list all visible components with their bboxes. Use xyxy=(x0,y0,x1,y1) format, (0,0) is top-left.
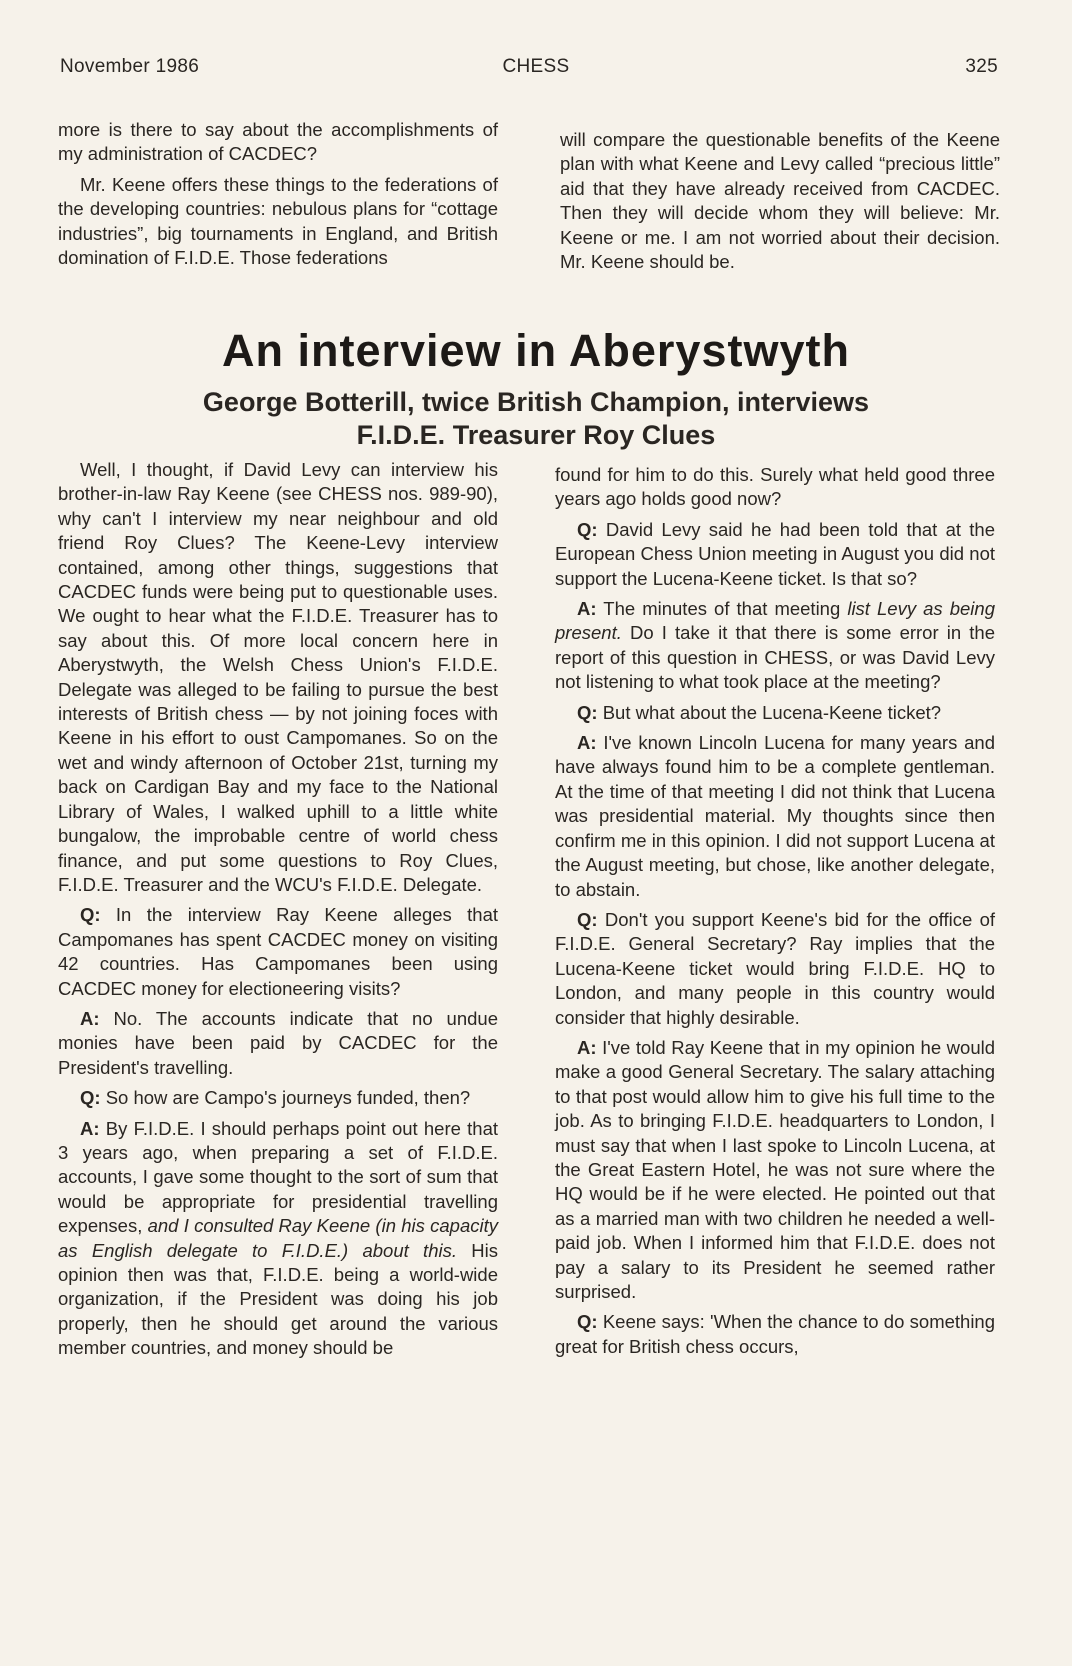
question-text: But what about the Lucena-Keene ticket? xyxy=(602,701,942,723)
previous-article-left-column xyxy=(58,118,498,276)
question-label: Q: xyxy=(80,904,101,926)
answer-text-italic: list Levy as being present. xyxy=(555,598,995,644)
question xyxy=(555,1310,995,1359)
question-label: Q: xyxy=(577,1311,598,1333)
header-magazine-title: CHESS xyxy=(502,56,570,77)
question-label: Q: xyxy=(577,701,598,723)
answer-label: A: xyxy=(577,598,597,620)
question-text: Don't you support Keene's bid for the office of F.I.D.E. General Secretary? Ray implies that the Lucena-Keene ticket would bring F.I.D.E. HQ to London, and many people in this country would consider that highly desirable. xyxy=(555,908,995,1028)
question xyxy=(555,701,995,725)
answer-label: A: xyxy=(577,1036,597,1058)
question xyxy=(555,518,995,591)
answer-text: His opinion then was that, F.I.D.E. being a world-wide organization, if the President was doing his job properly, then he should get around the various member countries, and money should be xyxy=(58,1239,498,1359)
header-date: November 1986 xyxy=(60,56,200,77)
question-text: So how are Campo's journeys funded, then? xyxy=(105,1087,471,1109)
answer-text: By F.I.D.E. I should perhaps point out here that 3 years ago, when preparing a set of F.I.D.E. accounts, I gave some thought to the sort of sum that would be appropriate for presidential travelling expenses, xyxy=(58,1117,499,1237)
paragraph: Mr. Keene offers these things to the federations of the developing countries: nebulous plans for “cottage industries”, big tournaments in England, and British domination of F.I.D.E. Those federations xyxy=(58,173,498,269)
header-page-number: 325 xyxy=(965,56,998,77)
question xyxy=(58,903,498,1001)
interview-left-column xyxy=(58,458,498,1367)
paragraph: will compare the questionable benefits of the Keene plan with what Keene and Levy called “precious little” aid that they have already received from CACDEC. Then they will decide whom they will believe: Mr. Keene or me. I am not worried about their decision. Mr. Keene should be. xyxy=(560,129,1000,273)
answer-text-italic: and I consulted Ray Keene (in his capacity as English delegate to F.I.D.E.) about this. xyxy=(58,1215,498,1261)
question-label: Q: xyxy=(80,1087,101,1109)
answer xyxy=(58,1007,498,1080)
answer-text: No. The accounts indicate that no undue monies have been paid by CACDEC for the President's travelling. xyxy=(58,1007,498,1078)
article-headline: An interview in Aberystwyth xyxy=(222,325,850,376)
answer xyxy=(58,1117,498,1361)
previous-article-right-column xyxy=(560,128,1000,280)
paragraph: more is there to say about the accomplishments of my administration of CACDEC? xyxy=(58,119,498,165)
question xyxy=(58,1086,498,1110)
question-text: David Levy said he had been told that at the European Chess Union meeting in August you did not support the Lucena-Keene ticket. Is that so? xyxy=(555,518,995,589)
question xyxy=(555,908,995,1030)
answer xyxy=(555,1036,995,1304)
answer xyxy=(555,597,995,695)
answer-text: I've known Lincoln Lucena for many years and have always found him to be a complete gentleman. At the time of that meeting I did not think that Lucena was presidential material. My thoughts since then confirm me in this opinion. I did not support Lucena at the August meeting, but chose, like another delegate, to abstain. xyxy=(555,732,996,900)
answer xyxy=(555,731,995,902)
answer-text: Do I take it that there is some error in the report of this question in CHESS, or was David Levy not listening to what took place at the meeting? xyxy=(555,622,995,693)
continued-paragraph: found for him to do this. Surely what held good three years ago holds good now? xyxy=(555,464,995,510)
answer-label: A: xyxy=(577,732,597,754)
article-subheadline-line1: George Botterill, twice British Champion, interviews xyxy=(202,387,870,417)
article-subheadline-line2: F.I.D.E. Treasurer Roy Clues xyxy=(356,420,716,450)
question-label: Q: xyxy=(577,518,598,540)
answer-text: I've told Ray Keene that in my opinion he would make a good General Secretary. The salary attaching to that post would allow him to give his full time to the job. As to bringing F.I.D.E. headquarters to London, I must say that when I last spoke to Lincoln Lucena, at the Great Eastern Hotel, he was not sure where the HQ would be if he were elected. He pointed out that as a married man with two children he needed a well-paid job. When I informed him that F.I.D.E. does not pay a salary to its President he seemed rather surprised. xyxy=(555,1036,996,1302)
answer-label: A: xyxy=(80,1007,100,1029)
answer-text: The minutes of that meeting xyxy=(603,598,841,620)
interview-right-column xyxy=(555,463,995,1365)
intro-paragraph: Well, I thought, if David Levy can interview his brother-in-law Ray Keene (see CHESS nos. 989-90), why can't I interview my near neighbour and old friend Roy Clues? The Keene-Levy interview contained, among other things, suggestions that CACDEC funds were being put to questionable uses. We ought to hear what the F.I.D.E. Treasurer has to say about this. Of more local concern here in Aberystwyth, the Welsh Chess Union's F.I.D.E. Delegate was alleged to be failing to pursue the best interests of British chess — by not joining foces with Keene in his effort to oust Campomanes. So on the wet and windy afternoon of October 21st, turning my back on Cardigan Bay and my face to the National Library of Wales, I walked uphill to a little white bungalow, the improbable centre of world chess finance, and put some questions to Roy Clues, F.I.D.E. Treasurer and the WCU's F.I.D.E. Delegate. xyxy=(58,459,498,895)
question-text: Keene says: 'When the chance to do something great for British chess occurs, xyxy=(555,1311,996,1357)
question-text: In the interview Ray Keene alleges that Campomanes has spent CACDEC money on visiting 42 countries. Has Campomanes been using CACDEC money for electioneering visits? xyxy=(58,904,499,999)
question-label: Q: xyxy=(577,908,598,930)
answer-label: A: xyxy=(80,1117,100,1139)
